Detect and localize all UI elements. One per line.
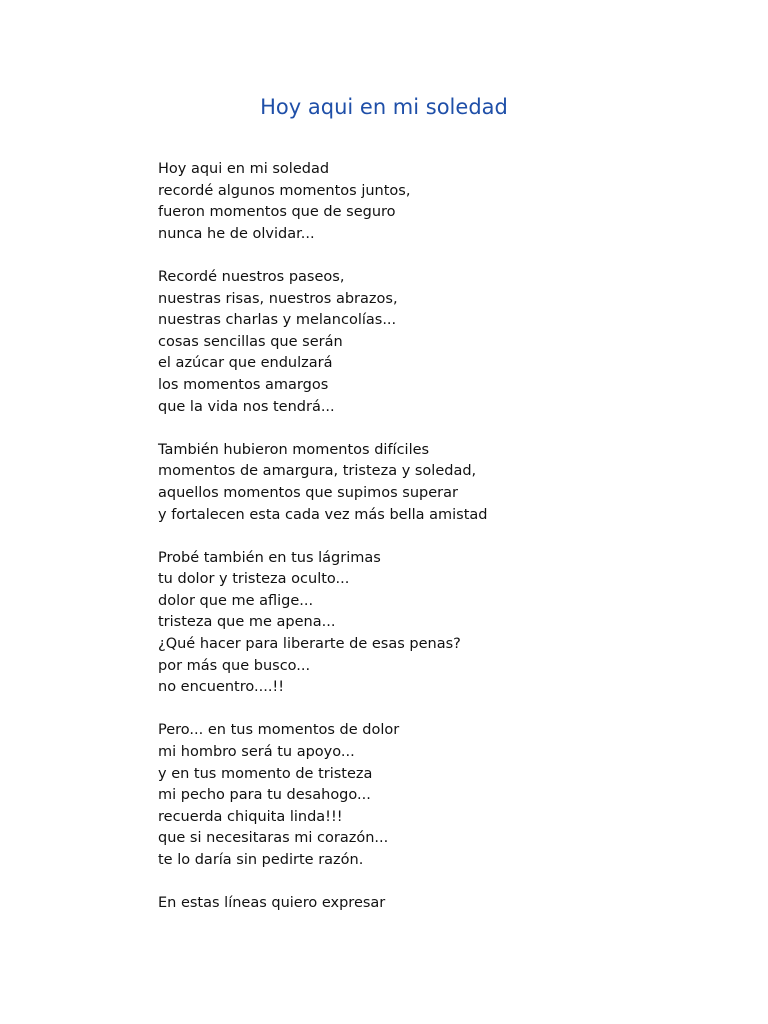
poem-line: que la vida nos tendrá... <box>158 398 335 415</box>
poem-line: cosas sencillas que serán <box>158 333 343 350</box>
poem-body <box>158 159 718 936</box>
poem-stanza <box>158 159 718 245</box>
poem-line: que si necesitaras mi corazón... <box>158 830 389 847</box>
poem-line: fueron momentos que de seguro <box>158 204 396 221</box>
poem-line: te lo daría sin pedirte razón. <box>158 852 364 868</box>
poem-line: los momentos amargos <box>158 376 329 393</box>
poem-line: recordé algunos momentos juntos, <box>158 182 411 199</box>
poem-line: Hoy aqui en mi soledad <box>158 161 330 177</box>
poem-line: y fortalecen esta cada vez más bella amistad <box>158 506 488 523</box>
poem-line: mi hombro será tu apoyo... <box>158 744 355 761</box>
poem-line: Pero... en tus momentos de dolor <box>158 722 400 739</box>
poem-line: Probé también en tus lágrimas <box>158 549 381 566</box>
poem-line: no encuentro....!! <box>158 679 285 696</box>
poem-stanza <box>158 440 718 526</box>
poem-stanza <box>158 548 718 699</box>
poem-line: Recordé nuestros paseos, <box>158 268 345 285</box>
poem-line: nunca he de olvidar... <box>158 225 315 242</box>
poem-stanza <box>158 720 718 871</box>
poem-line: nuestras charlas y melancolías... <box>158 312 397 329</box>
poem-stanza <box>158 893 718 915</box>
poem-line: por más que busco... <box>158 657 311 674</box>
poem-line: y en tus momento de tristeza <box>158 765 373 782</box>
poem-line: momentos de amargura, tristeza y soledad, <box>158 463 477 480</box>
poem-line: recuerda chiquita linda!!! <box>158 808 343 825</box>
poem-line: el azúcar que endulzará <box>158 355 333 372</box>
poem-line: mi pecho para tu desahogo... <box>158 787 371 804</box>
poem-line: En estas líneas quiero expresar <box>158 895 386 912</box>
poem-stanza <box>158 267 718 418</box>
poem-line: nuestras risas, nuestros abrazos, <box>158 290 398 307</box>
poem-line: También hubieron momentos difíciles <box>158 441 430 458</box>
poem-line: aquellos momentos que supimos superar <box>158 484 458 501</box>
poem-line: dolor que me aflige... <box>158 592 314 609</box>
poem-title: Hoy aqui en mi soledad <box>260 95 508 119</box>
poem-line: ¿Qué hacer para liberarte de esas penas? <box>158 636 461 653</box>
poem-line: tu dolor y tristeza oculto... <box>158 571 350 588</box>
poem-line: tristeza que me apena... <box>158 614 336 631</box>
